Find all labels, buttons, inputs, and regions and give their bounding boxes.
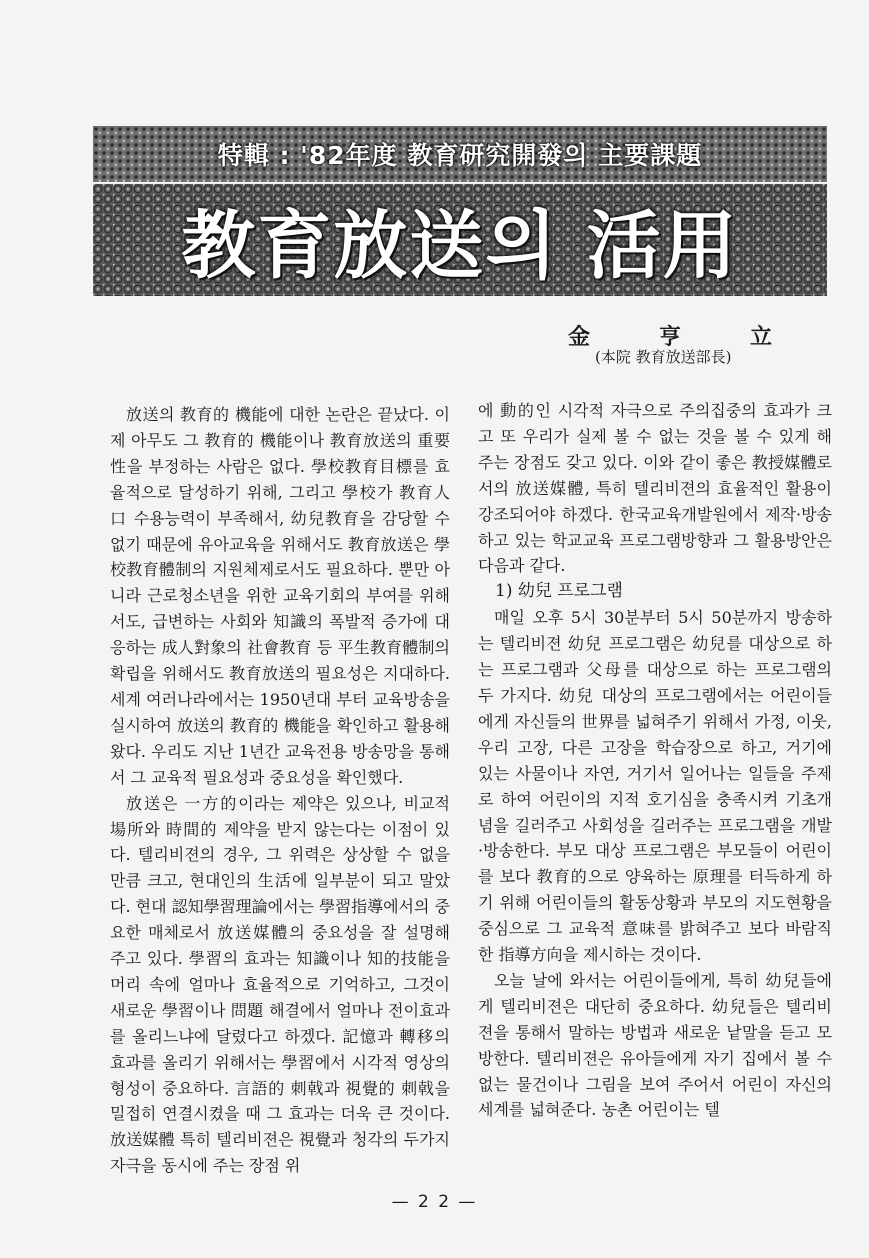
body-paragraph: 放送의 教育的 機能에 대한 논란은 끝났다. 이제 아무도 그 教育的 機能이나 教育放送의 重要性을 부정하는 사람은 없다. 學校教育目標를 효율적으로 달성하기 위해, 그리고 學校가 教育人口 수용능력이 부족해서, 幼兒教育을 감당할 수 없기 때문에 유아교육을 위해서도 教育放送은 學校教育體制의 지원체제로서도 필요하다. 뿐만 아니라 근로청소년을 위한 교육기회의 부여를 위해서도, 급변하는 사회와 知識의 폭발적 증가에 대응하는 成人對象의 社會教育 등 平生教育體制의 확립을 위해서도 教育放送의 필요성은 지대하다. 세계 여러나라에서는 1950년대 부터 교육방송을 실시하여 放送의 教育的 機能을 확인하고 활용해왔다. 우리도 지난 1년간 교육전용 방송망을 통해서 그 교육적 필요성과 중요성을 확인했다. (110, 405, 450, 787)
section-heading: 1) 幼兒 프로그램 (495, 581, 623, 602)
main-title-banner (93, 184, 827, 296)
author-name-char: 金 (568, 324, 591, 350)
author-name-char: 亨 (658, 324, 681, 350)
series-title: 特輯 : '82年度 教育研究開發의 主要課題 (217, 141, 703, 170)
main-title: 教育放送의 活用 (181, 203, 739, 289)
author-name-char: 立 (749, 324, 772, 350)
right-column (478, 398, 832, 1123)
body-paragraph-continued: 에 動的인 시각적 자극으로 주의집중의 효과가 크고 또 우리가 실제 볼 수 없는 것을 볼 수 있게 해 주는 장점도 갖고 있다. 이와 같이 좋은 教授媒體로서의 放送媒體, 특히 텔리비젼의 효율적인 활용이 강조되어야 하겠다. 한국교육개발원에서 제작·방송하고 있는 학교교육 프로그램방향과 그 활용방안은 다음과 같다. (478, 401, 832, 576)
body-paragraph: 오늘 날에 와서는 어린이들에게, 특히 幼兒들에게 텔리비젼은 대단히 중요하다. 幼兒들은 텔리비젼을 통해서 말하는 방법과 새로운 낱말을 듣고 모방한다. 텔리비젼은 유아들에게 자기 집에서 볼 수 없는 물건이나 그림을 보여 주어서 어린이 자신의 세계를 넓혀준다. 농촌 어린이는 텔 (478, 970, 832, 1120)
series-title-banner (93, 126, 827, 182)
left-column (110, 402, 450, 1179)
body-paragraph: 放送은 一方的이라는 제약은 있으나, 비교적 場所와 時間的 제약을 받지 않는다는 이점이 있다. 텔리비젼의 경우, 그 위력은 상상할 수 없을 만큼 크고, 현대인의 生活에 일부분이 되고 말았다. 현대 認知學習理論에서는 學習指導에서의 중요한 매체로서 放送媒體의 중요성을 잘 설명해 주고 있다. 學習의 효과는 知識이나 知的技能을 머리 속에 얼마나 효율적으로 기억하고, 그것이 새로운 學習이나 問題 해결에서 얼마나 전이효과를 올리느냐에 달렸다고 하겠다. 記憶과 轉移의 효과를 올리기 위해서는 學習에서 시각적 영상의 형성이 중요하다. 言語的 刺戟과 視覺的 刺戟을 밀접히 연결시켰을 때 그 효과는 더욱 큰 것이다. 放送媒體 특히 텔리비젼은 視覺과 청각의 두가지 자극을 동시에 주는 장점 위 (110, 793, 450, 1176)
author-affiliation: (本院 教育放送部長) (595, 348, 732, 366)
body-paragraph: 매일 오후 5시 30분부터 5시 50분까지 방송하는 텔리비젼 幼兒 프로그램은 幼兒를 대상으로 하는 프로그램과 父母를 대상으로 하는 프로그램의 두 가지다. 幼兒 대상의 프로그램에서는 어린이들에게 자신들의 世界를 넓혀주기 위해서 가정, 이웃, 우리 고장, 다른 고장을 학습장으로 하고, 거기에 있는 사물이나 자연, 거기서 일어나는 일들을 주제로 하여 어린이의 지적 호기심을 충족시켜 기초개념을 길러주고 사회성을 길러주는 프로그램을 개발·방송한다. 부모 대상 프로그램은 부모들이 어린이를 보다 教育的으로 양육하는 原理를 터득하게 하기 위해 어린이들의 활동상황과 부모의 지도현황을 중심으로 그 교육적 意味를 밝혀주고 보다 바람직한 指導方向을 제시하는 것이다. (478, 608, 832, 965)
page-number: — 2 2 — (391, 1192, 478, 1212)
